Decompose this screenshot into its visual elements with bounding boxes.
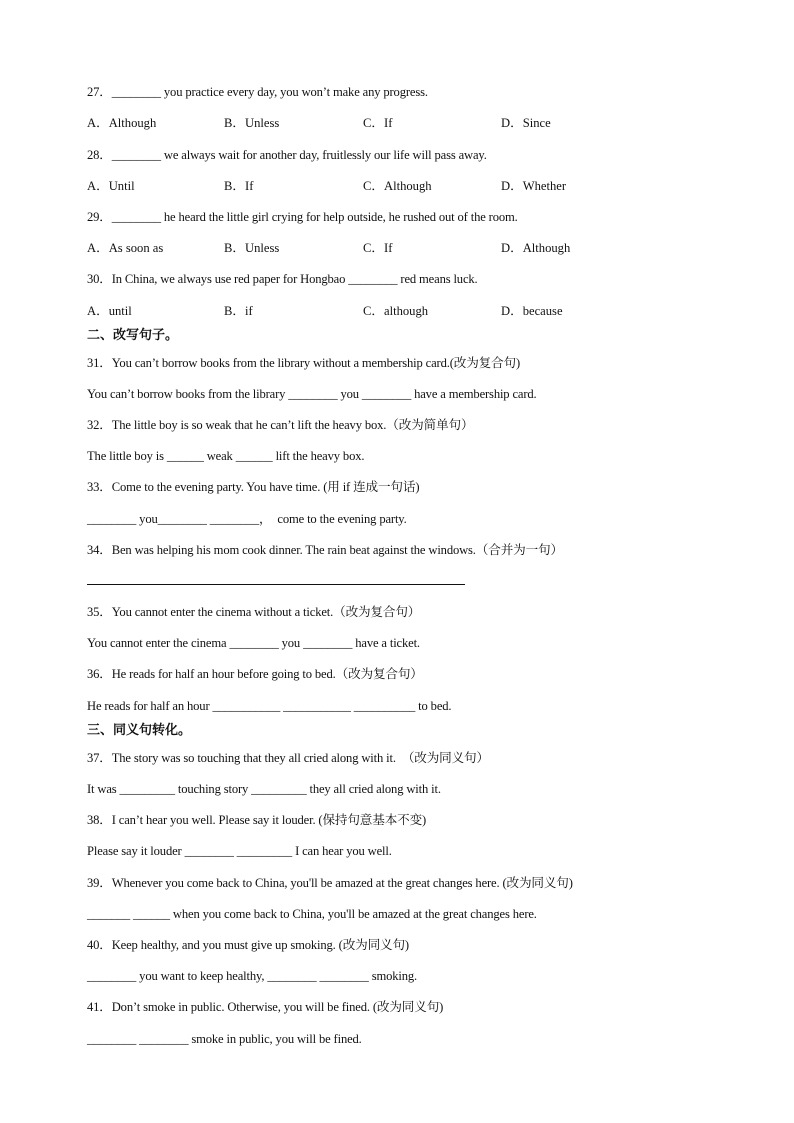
question-39: 39．Whenever you come back to China, you'll be amazed at the great changes here. (改为同义句) — [87, 876, 573, 890]
section-heading-rewrite: 二、改写句子。 — [87, 328, 179, 343]
answer-37[interactable]: It was _________ touching story _________ they all cried along with it. — [87, 782, 441, 796]
question-27: 27．________ you practice every day, you won’t make any progress. — [87, 85, 428, 99]
answer-35[interactable]: You cannot enter the cinema ________ you ________ have a ticket. — [87, 636, 420, 650]
option-a[interactable]: A．As soon as — [87, 241, 164, 255]
answer-36[interactable]: He reads for half an hour ___________ ___________ __________ to bed. — [87, 699, 452, 713]
option-c[interactable]: C．although — [363, 304, 429, 318]
options-29 — [87, 240, 727, 256]
question-37: 37．The story was so touching that they all cried along with it. （改为同义句） — [87, 751, 489, 765]
option-a[interactable]: A．Until — [87, 179, 135, 193]
question-28: 28．________ we always wait for another day, fruitlessly our life will pass away. — [87, 148, 487, 162]
question-32: 32．The little boy is so weak that he can’t lift the heavy box.（改为简单句） — [87, 418, 474, 432]
answer-32[interactable]: The little boy is ______ weak ______ lift the heavy box. — [87, 449, 365, 463]
option-a[interactable]: A．Although — [87, 116, 157, 130]
answer-line-34[interactable] — [87, 584, 465, 585]
option-c[interactable]: C．If — [363, 241, 393, 255]
question-34: 34．Ben was helping his mom cook dinner. The rain beat against the windows.（合并为一句） — [87, 543, 563, 557]
question-40: 40．Keep healthy, and you must give up smoking. (改为同义句) — [87, 938, 409, 952]
option-b[interactable]: B．Unless — [224, 241, 280, 255]
option-d[interactable]: D．Since — [501, 116, 551, 130]
question-41: 41．Don’t smoke in public. Otherwise, you will be fined. (改为同义句) — [87, 1000, 444, 1014]
options-27 — [87, 115, 727, 131]
option-c[interactable]: C．If — [363, 116, 393, 130]
option-d[interactable]: D．Although — [501, 241, 571, 255]
option-d[interactable]: D．Whether — [501, 179, 567, 193]
question-38: 38．I can’t hear you well. Please say it louder. (保持句意基本不变) — [87, 813, 427, 827]
option-b[interactable]: B．If — [224, 179, 254, 193]
answer-38[interactable]: Please say it louder ________ _________ I can hear you well. — [87, 844, 392, 858]
section-heading-synonym: 三、同义句转化。 — [87, 723, 192, 738]
option-a[interactable]: A．until — [87, 304, 132, 318]
answer-40[interactable]: ________ you want to keep healthy, ________ ________ smoking. — [87, 969, 418, 983]
answer-33[interactable]: ________ you________ ________， come to the evening party. — [87, 512, 407, 526]
answer-31[interactable]: You can’t borrow books from the library ________ you ________ have a membership card. — [87, 387, 537, 401]
answer-41[interactable]: ________ ________ smoke in public, you will be fined. — [87, 1032, 362, 1046]
question-33: 33．Come to the evening party. You have time. (用 if 连成一句话) — [87, 480, 420, 494]
answer-39[interactable]: _______ ______ when you come back to China, you'll be amazed at the great changes here. — [87, 907, 537, 921]
option-c[interactable]: C．Although — [363, 179, 432, 193]
question-30: 30．In China, we always use red paper for Hongbao ________ red means luck. — [87, 272, 478, 286]
question-29: 29．________ he heard the little girl crying for help outside, he rushed out of the room. — [87, 210, 518, 224]
question-36: 36．He reads for half an hour before going to bed.（改为复合句） — [87, 667, 423, 681]
options-30 — [87, 303, 727, 319]
question-31: 31．You can’t borrow books from the library without a membership card.(改为复合句) — [87, 356, 521, 370]
option-b[interactable]: B．Unless — [224, 116, 280, 130]
question-35: 35．You cannot enter the cinema without a ticket.（改为复合句） — [87, 605, 421, 619]
option-d[interactable]: D．because — [501, 304, 563, 318]
options-28 — [87, 178, 727, 194]
option-b[interactable]: B．if — [224, 304, 253, 318]
